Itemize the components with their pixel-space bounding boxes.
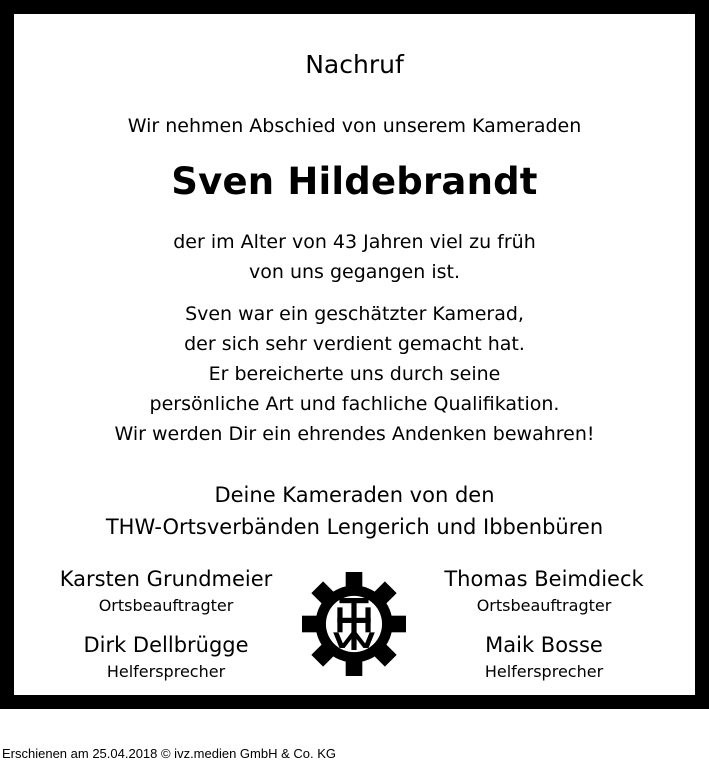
publication-footer: Erschienen am 25.04.2018 © ivz.medien GmbH & Co. KG: [2, 746, 337, 761]
signatory: [36, 633, 296, 681]
notice-heading: Nachruf: [305, 50, 404, 79]
signatory-name: Dirk Dellbrügge: [83, 633, 249, 657]
signatory-role: Ortsbeauftragter: [476, 596, 612, 615]
age-line: der im Alter von 43 Jahren viel zu früh: [173, 231, 536, 253]
notice-intro: Wir nehmen Abschied von unserem Kameraden: [127, 115, 582, 137]
signatory: [36, 567, 296, 615]
signatory: [414, 567, 674, 615]
tribute-line: Er bereicherte uns durch seine: [208, 363, 501, 385]
signature-line: THW-Ortsverbänden Lengerich und Ibbenbüren: [105, 515, 604, 539]
signatory-name: Thomas Beimdieck: [444, 567, 644, 591]
tribute-text: [14, 299, 695, 449]
tribute-line: Wir werden Dir ein ehrendes Andenken bewahren!: [114, 423, 595, 445]
tribute-line: der sich sehr verdient gemacht hat.: [184, 333, 525, 355]
signatory-role: Ortsbeauftragter: [98, 596, 234, 615]
signatory: [414, 633, 674, 681]
signatory-role: Helfersprecher: [484, 662, 604, 681]
age-statement: [14, 227, 695, 287]
signature-line: Deine Kameraden von den: [214, 483, 495, 507]
thw-gear-logo-icon: [302, 572, 406, 676]
tribute-line: Sven war ein geschätzter Kamerad,: [185, 303, 524, 325]
tribute-line: persönliche Art und fachliche Qualifikation.: [149, 393, 560, 415]
age-line: von uns gegangen ist.: [249, 261, 460, 283]
signature-group: [14, 479, 695, 543]
signatory-name: Karsten Grundmeier: [59, 567, 273, 591]
signatory-role: Helfersprecher: [106, 662, 226, 681]
signatory-name: Maik Bosse: [485, 633, 603, 657]
deceased-name: Sven Hildebrandt: [171, 160, 538, 203]
